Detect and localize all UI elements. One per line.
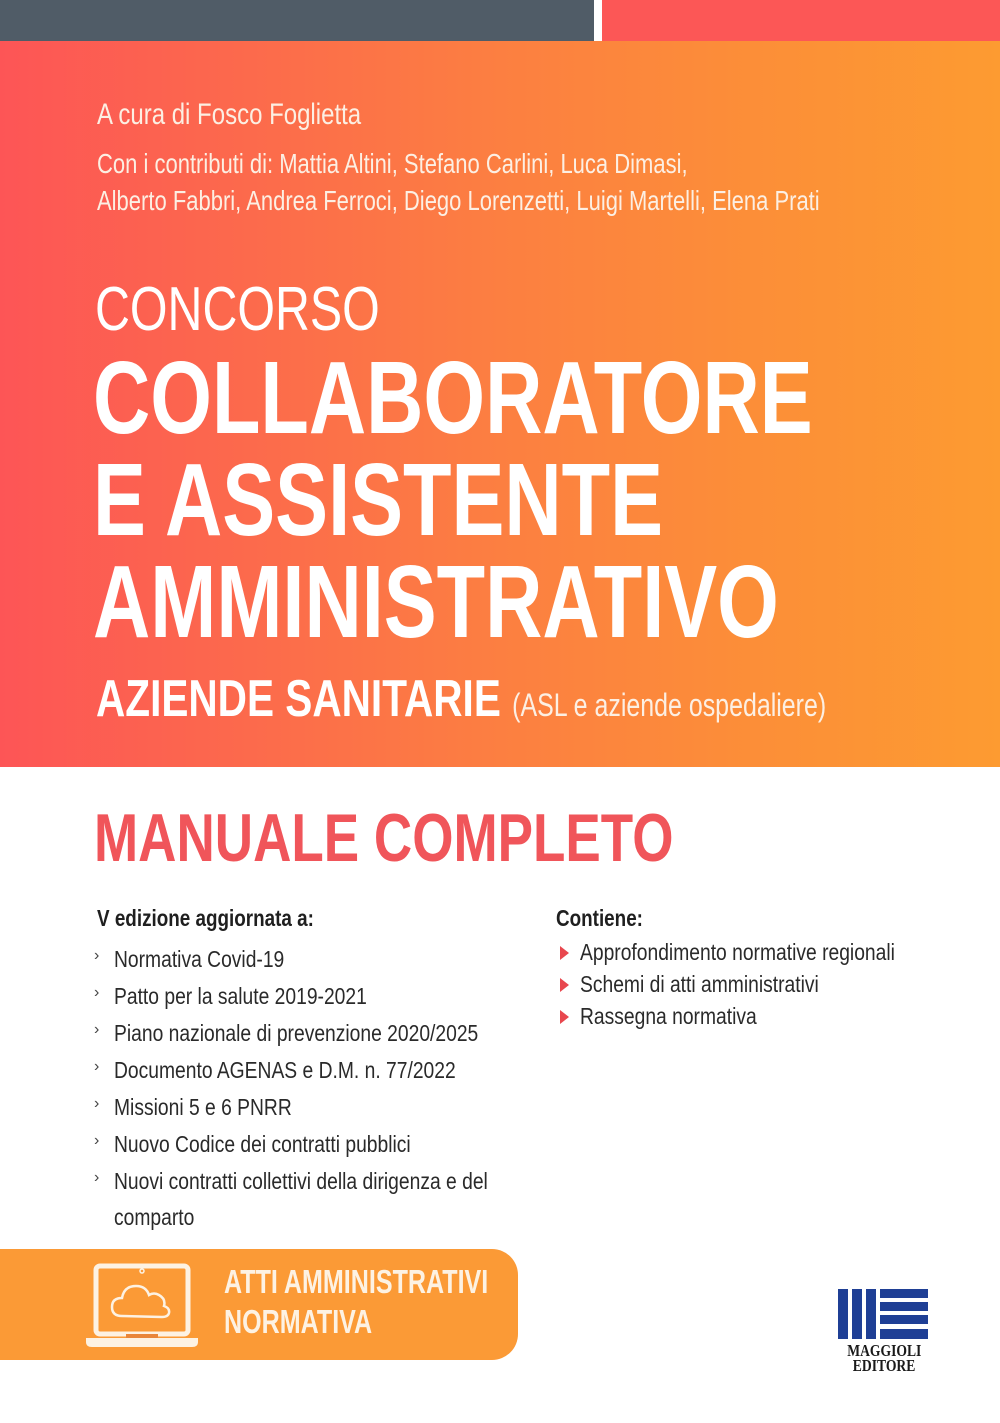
contents-item: Rassegna normativa [560, 1002, 964, 1034]
contents-heading [556, 905, 662, 932]
contributors-line-1-text: Con i contributi di: Mattia Altini, Stefano Carlini, Luca Dimasi, [97, 148, 688, 179]
edition-item: › Piano nazionale di prevenzione 2020/2025 [94, 1015, 534, 1052]
edition-heading [97, 905, 362, 932]
contributors-line-2-text: Alberto Fabbri, Andrea Ferroci, Diego Lorenzetti, Luigi Martelli, Elena Prati [97, 185, 820, 216]
chevron-right-icon: › [94, 1132, 100, 1149]
subtitle [96, 670, 1000, 731]
chevron-right-icon: › [94, 1095, 100, 1112]
top-bar-red [602, 0, 1000, 41]
contents-heading-text: Contiene: [556, 905, 643, 931]
edition-list [94, 941, 534, 1235]
chevron-right-icon: › [94, 1169, 100, 1186]
banner-line-1 [224, 1265, 572, 1298]
edition-item: › Normativa Covid-19 [94, 941, 534, 978]
editor-credit [97, 98, 427, 132]
contents-item: Schemi di atti amministrativi [560, 970, 964, 1002]
contributors-line-1 [97, 148, 835, 180]
title-line-3 [93, 544, 984, 659]
title-kicker [95, 275, 460, 344]
top-bar-gap [594, 0, 602, 41]
title-line-3-text: AMMINISTRATIVO [93, 544, 779, 659]
publisher-logo [834, 1285, 934, 1375]
chevron-right-icon: › [94, 947, 100, 964]
edition-item: › Nuovo Codice dei contratti pubblici [94, 1126, 534, 1163]
laptop-cloud-icon [86, 1262, 198, 1348]
chevron-right-icon: › [94, 984, 100, 1001]
maggioli-logo-icon [834, 1285, 934, 1343]
subtitle-note: (ASL e aziende ospedaliere) [512, 687, 827, 723]
title-line-2 [93, 442, 833, 557]
contents-item: Approfondimento normative regionali [560, 938, 964, 970]
publisher-name-line-1: MAGGIOLI [846, 1341, 922, 1360]
series-label-text: MANUALE COMPLETO [94, 800, 674, 876]
series-label [94, 800, 837, 876]
triangle-bullet-icon [560, 978, 569, 992]
title-line-1-text: COLLABORATORE [93, 340, 813, 455]
chevron-right-icon: › [94, 1058, 100, 1075]
edition-item: › Documento AGENAS e D.M. n. 77/2022 [94, 1052, 534, 1089]
title-line-1 [93, 340, 1000, 455]
edition-heading-text: V edizione aggiornata a: [97, 905, 314, 931]
title-line-2-text: E ASSISTENTE [93, 442, 663, 557]
chevron-right-icon: › [94, 1021, 100, 1038]
banner-line-2-text: NORMATIVA [224, 1303, 373, 1340]
edition-item: › Missioni 5 e 6 PNRR [94, 1089, 534, 1126]
banner-line-2 [224, 1305, 419, 1338]
triangle-bullet-icon [560, 946, 569, 960]
editor-credit-text: A cura di Fosco Foglietta [97, 98, 362, 131]
edition-item: › Patto per la salute 2019-2021 [94, 978, 534, 1015]
triangle-bullet-icon [560, 1010, 569, 1024]
publisher-name-line-2: EDITORE [852, 1356, 916, 1375]
subtitle-main: AZIENDE SANITARIE [96, 670, 501, 728]
contributors-line-2 [97, 185, 1000, 217]
edition-item: › Nuovi contratti collettivi della dirigenza e del comparto [94, 1163, 534, 1235]
top-bar-dark [0, 0, 594, 41]
banner-line-1-text: ATTI AMMINISTRATIVI [224, 1263, 489, 1300]
contents-list [560, 938, 964, 1034]
title-kicker-text: CONCORSO [95, 275, 380, 344]
